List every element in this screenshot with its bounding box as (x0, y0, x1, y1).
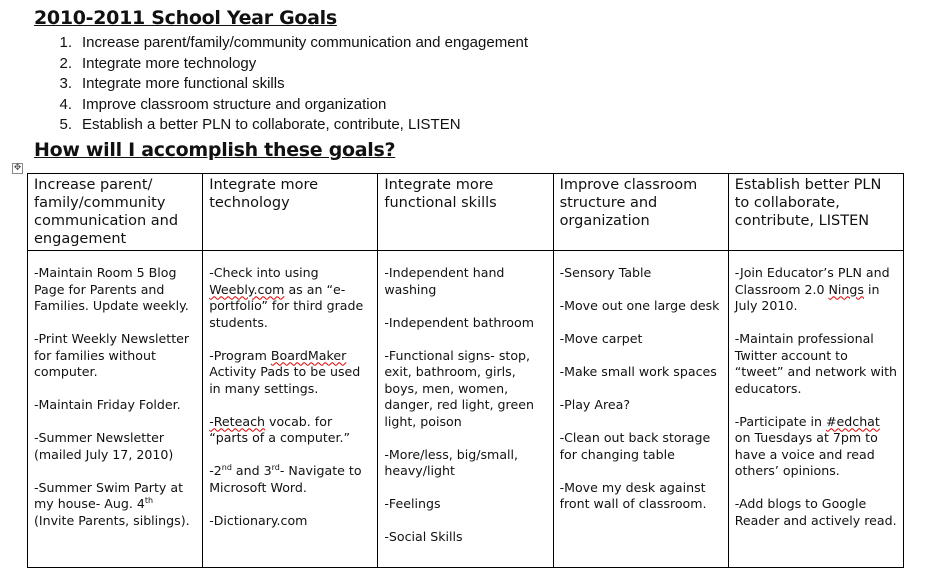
table-row (28, 251, 904, 568)
list-item: 4. Improve classroom structure and organization (59, 95, 387, 113)
table-header-row (28, 174, 904, 251)
list-item: 2. Integrate more technology (59, 54, 257, 72)
column-header: Improve classroom structure and organization (553, 174, 728, 251)
list-item: 5. Establish a better PLN to collaborate, contribute, LISTEN (59, 116, 461, 133)
goals-list (34, 33, 528, 136)
section-heading: How will I accomplish these goals? (34, 139, 396, 161)
goals-table (27, 173, 904, 568)
cell-pln: -Join Educator’s PLN and Classroom 2.0 Nings in July 2010. -Maintain professional Twitter account to “tweet” and network with educators. -Participate in #edchat on Tuesdays at 7pm to have a voice and read others’ opinions. -Add blogs to Google Reader and actively read. (728, 251, 903, 568)
column-header: Establish better PLN to collaborate, contribute, LISTEN (728, 174, 903, 251)
table-move-handle-icon[interactable]: ✥ (13, 163, 22, 173)
column-header: Integrate more technology (203, 174, 378, 251)
cell-communication: -Maintain Room 5 Blog Page for Parents and Families. Update weekly. -Print Weekly Newsletter for families without computer. -Maintain Friday Folder. -Summer Newsletter (mailed July 17, 2010) -Summer Swim Party at my house- Aug. 4th (Invite Parents, siblings). (28, 251, 203, 568)
page-title: 2010-2011 School Year Goals (34, 7, 337, 29)
column-header: Increase parent/ family/community communication and engagement (28, 174, 203, 251)
list-item: 1. Increase parent/family/community communication and engagement (59, 34, 529, 51)
cell-classroom-structure: -Sensory Table -Move out one large desk -Move carpet -Make small work spaces -Play Area? -Clean out back storage for changing table -Move my desk against front wall of classroom. (553, 251, 728, 568)
column-header: Integrate more functional skills (378, 174, 553, 251)
cell-functional-skills: -Independent hand washing -Independent bathroom -Functional signs- stop, exit, bathroom, girls, boys, men, women, danger, red light, green light, poison -More/less, big/small, heavy/light -Feelings -Social Skills (378, 251, 553, 568)
list-item: 3. Integrate more functional skills (59, 75, 285, 92)
cell-technology: -Check into using Weebly.com as an “e-portfolio” for third grade students. -Program BoardMaker Activity Pads to be used in many settings. -Reteach vocab. for “parts of a computer.” -2nd and 3rd- Navigate to Microsoft Word. -Dictionary.com (203, 251, 378, 568)
